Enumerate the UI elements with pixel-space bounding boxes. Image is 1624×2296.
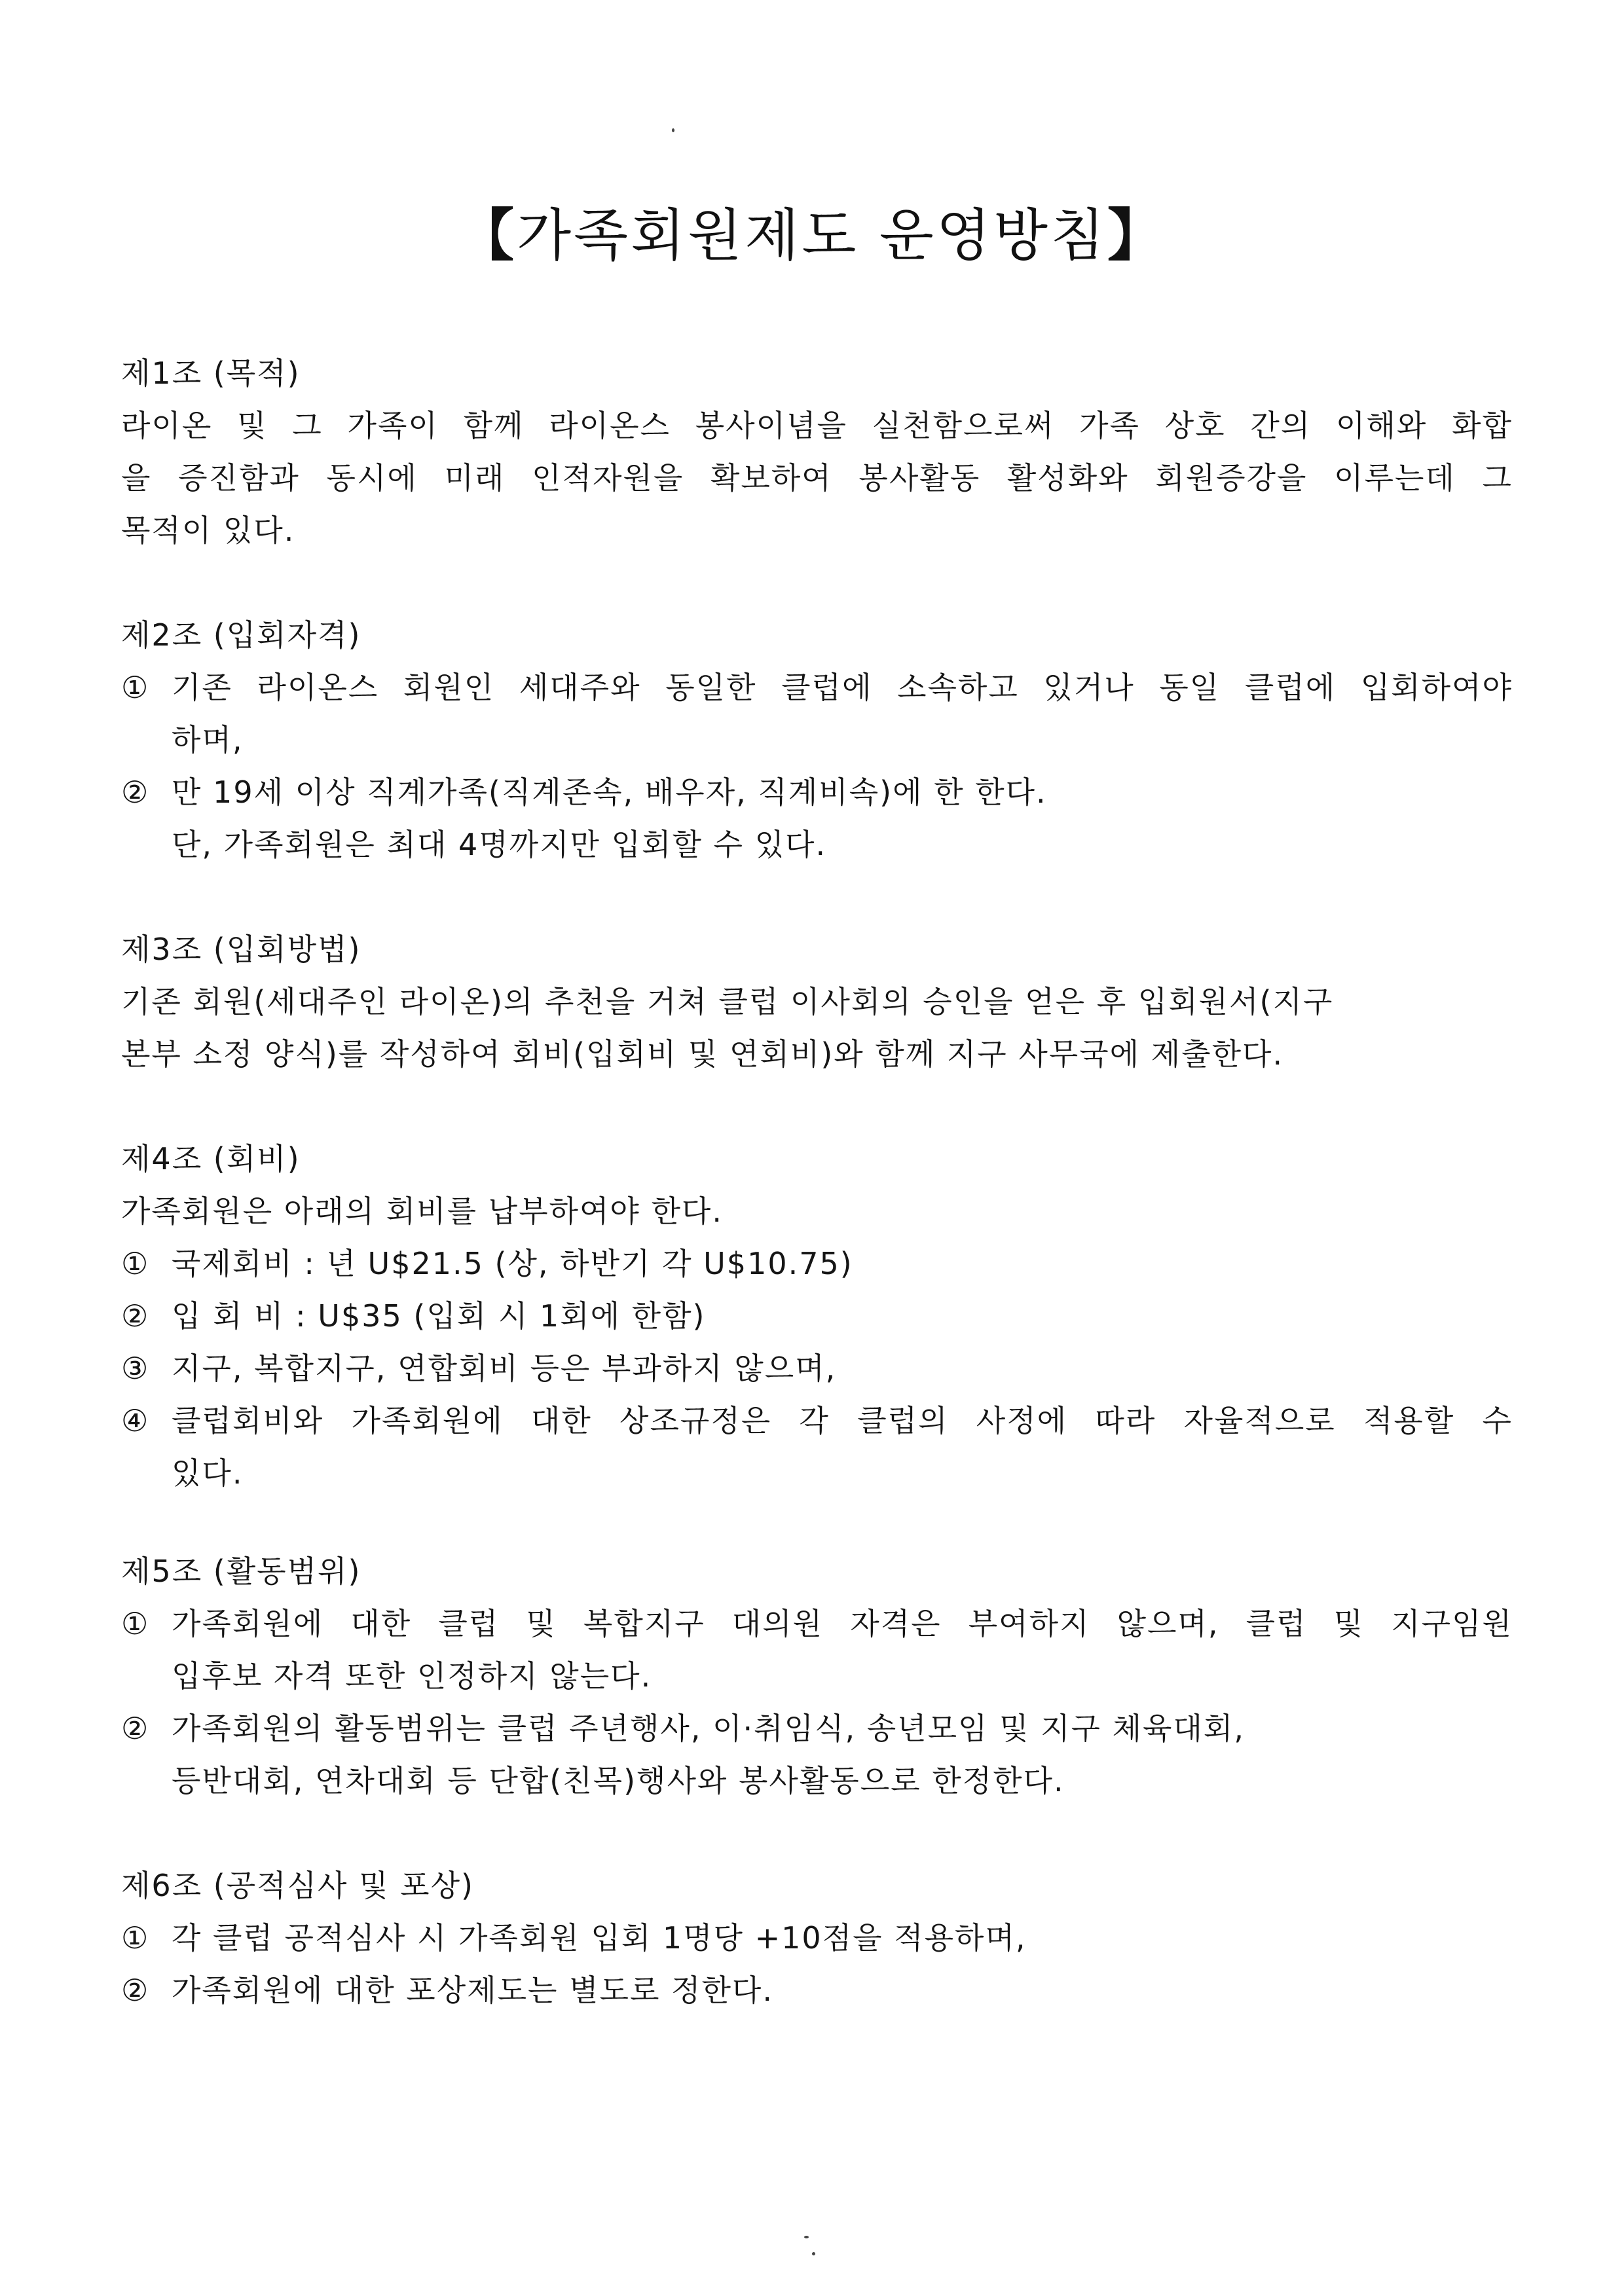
scan-speck	[812, 2252, 815, 2255]
item-text: 국제회비 : 년 U$21.5 (상, 하반기 각 U$10.75)	[172, 1246, 853, 1281]
article-1	[121, 347, 1513, 556]
article-2	[121, 609, 1513, 871]
item-continuation: 단, 가족회원은 최대 4명까지만 입회할 수 있다.	[172, 827, 827, 862]
list-item	[121, 1342, 1513, 1394]
article-heading: 제5조 (활동범위)	[121, 1554, 361, 1589]
item-number: ①	[121, 1920, 150, 1956]
article-body-line: 기존 회원(세대주인 라이온)의 추천을 거쳐 클럽 이사회의 승인을 얻은 후 입회원서(지구	[121, 984, 1334, 1019]
list-item	[121, 1912, 1513, 1964]
list-item	[121, 1702, 1513, 1755]
item-number: ②	[121, 1298, 150, 1334]
item-text: 가족회원에 대한 클럽 및 복합지구 대의원 자격은 부여하지 않으며, 클럽 및 지구임원	[172, 1606, 1513, 1641]
list-item	[121, 1237, 1513, 1290]
item-continuation: 등반대회, 연차대회 등 단합(친목)행사와 봉사활동으로 한정한다.	[172, 1763, 1065, 1798]
item-text: 클럽회비와 가족회원에 대한 상조규정은 각 클럽의 사정에 따라 자율적으로 적용할 수	[172, 1403, 1513, 1438]
item-text: 가족회원의 활동범위는 클럽 주년행사, 이·취임식, 송년모임 및 지구 체육대회,	[172, 1711, 1245, 1746]
title-close-bracket: 】	[1107, 203, 1167, 268]
item-number: ②	[121, 774, 150, 810]
item-number: ①	[121, 670, 150, 705]
article-heading: 제4조 (회비)	[121, 1141, 301, 1176]
article-body-line: 본부 소정 양식)를 작성하여 회비(입회비 및 연회비)와 함께 지구 사무국에 제출한다.	[121, 1036, 1284, 1072]
article-body-line: 목적이 있다.	[121, 513, 295, 548]
article-heading: 제2조 (입회자격)	[121, 617, 361, 653]
article-6	[121, 1859, 1513, 2016]
item-number: ①	[121, 1246, 150, 1281]
article-heading: 제6조 (공적심사 및 포상)	[121, 1868, 474, 1903]
item-text: 입 회 비 : U$35 (입회 시 1회에 한함)	[172, 1298, 706, 1334]
item-continuation: 하며,	[172, 722, 244, 757]
item-continuation: 입후보 자격 또한 인정하지 않는다.	[172, 1658, 652, 1694]
item-number: ①	[121, 1606, 150, 1641]
article-body-line: 을 증진함과 동시에 미래 인적자원을 확보하여 봉사활동 활성화와 회원증강을 이루는데 그	[121, 460, 1513, 496]
article-heading: 제1조 (목적)	[121, 355, 301, 391]
document-title	[0, 196, 1624, 275]
article-intro: 가족회원은 아래의 회비를 납부하여야 한다.	[121, 1194, 723, 1229]
item-number: ③	[121, 1351, 150, 1386]
scan-speck	[804, 2236, 809, 2238]
scan-speck	[672, 128, 674, 132]
list-item	[121, 1597, 1513, 1650]
list-item	[121, 661, 1513, 714]
list-item	[121, 1394, 1513, 1447]
article-4	[121, 1133, 1513, 1499]
article-5	[121, 1545, 1513, 1807]
item-text: 기존 라이온스 회원인 세대주와 동일한 클럽에 소속하고 있거나 동일 클럽에 입회하여야	[172, 670, 1513, 705]
item-text: 지구, 복합지구, 연합회비 등은 부과하지 않으며,	[172, 1351, 837, 1386]
item-number: ④	[121, 1403, 150, 1438]
item-number: ②	[121, 1711, 150, 1746]
item-text: 각 클럽 공적심사 시 가족회원 입회 1명당 +10점을 적용하며,	[172, 1920, 1027, 1956]
item-text: 만 19세 이상 직계가족(직계존속, 배우자, 직계비속)에 한 한다.	[172, 774, 1047, 810]
list-item	[121, 1290, 1513, 1342]
title-open-bracket: 【	[457, 203, 517, 268]
article-body-line: 라이온 및 그 가족이 함께 라이온스 봉사이념을 실천함으로써 가족 상호 간의 이해와 화합	[121, 408, 1513, 443]
item-text: 가족회원에 대한 포상제도는 별도로 정한다.	[172, 1973, 773, 2008]
list-item	[121, 766, 1513, 818]
article-3	[121, 923, 1513, 1080]
title-text: 가족회원제도 운영방침	[516, 203, 1108, 268]
list-item	[121, 1964, 1513, 2016]
item-continuation: 있다.	[172, 1455, 244, 1491]
item-number: ②	[121, 1973, 150, 2008]
article-heading: 제3조 (입회방법)	[121, 932, 361, 967]
